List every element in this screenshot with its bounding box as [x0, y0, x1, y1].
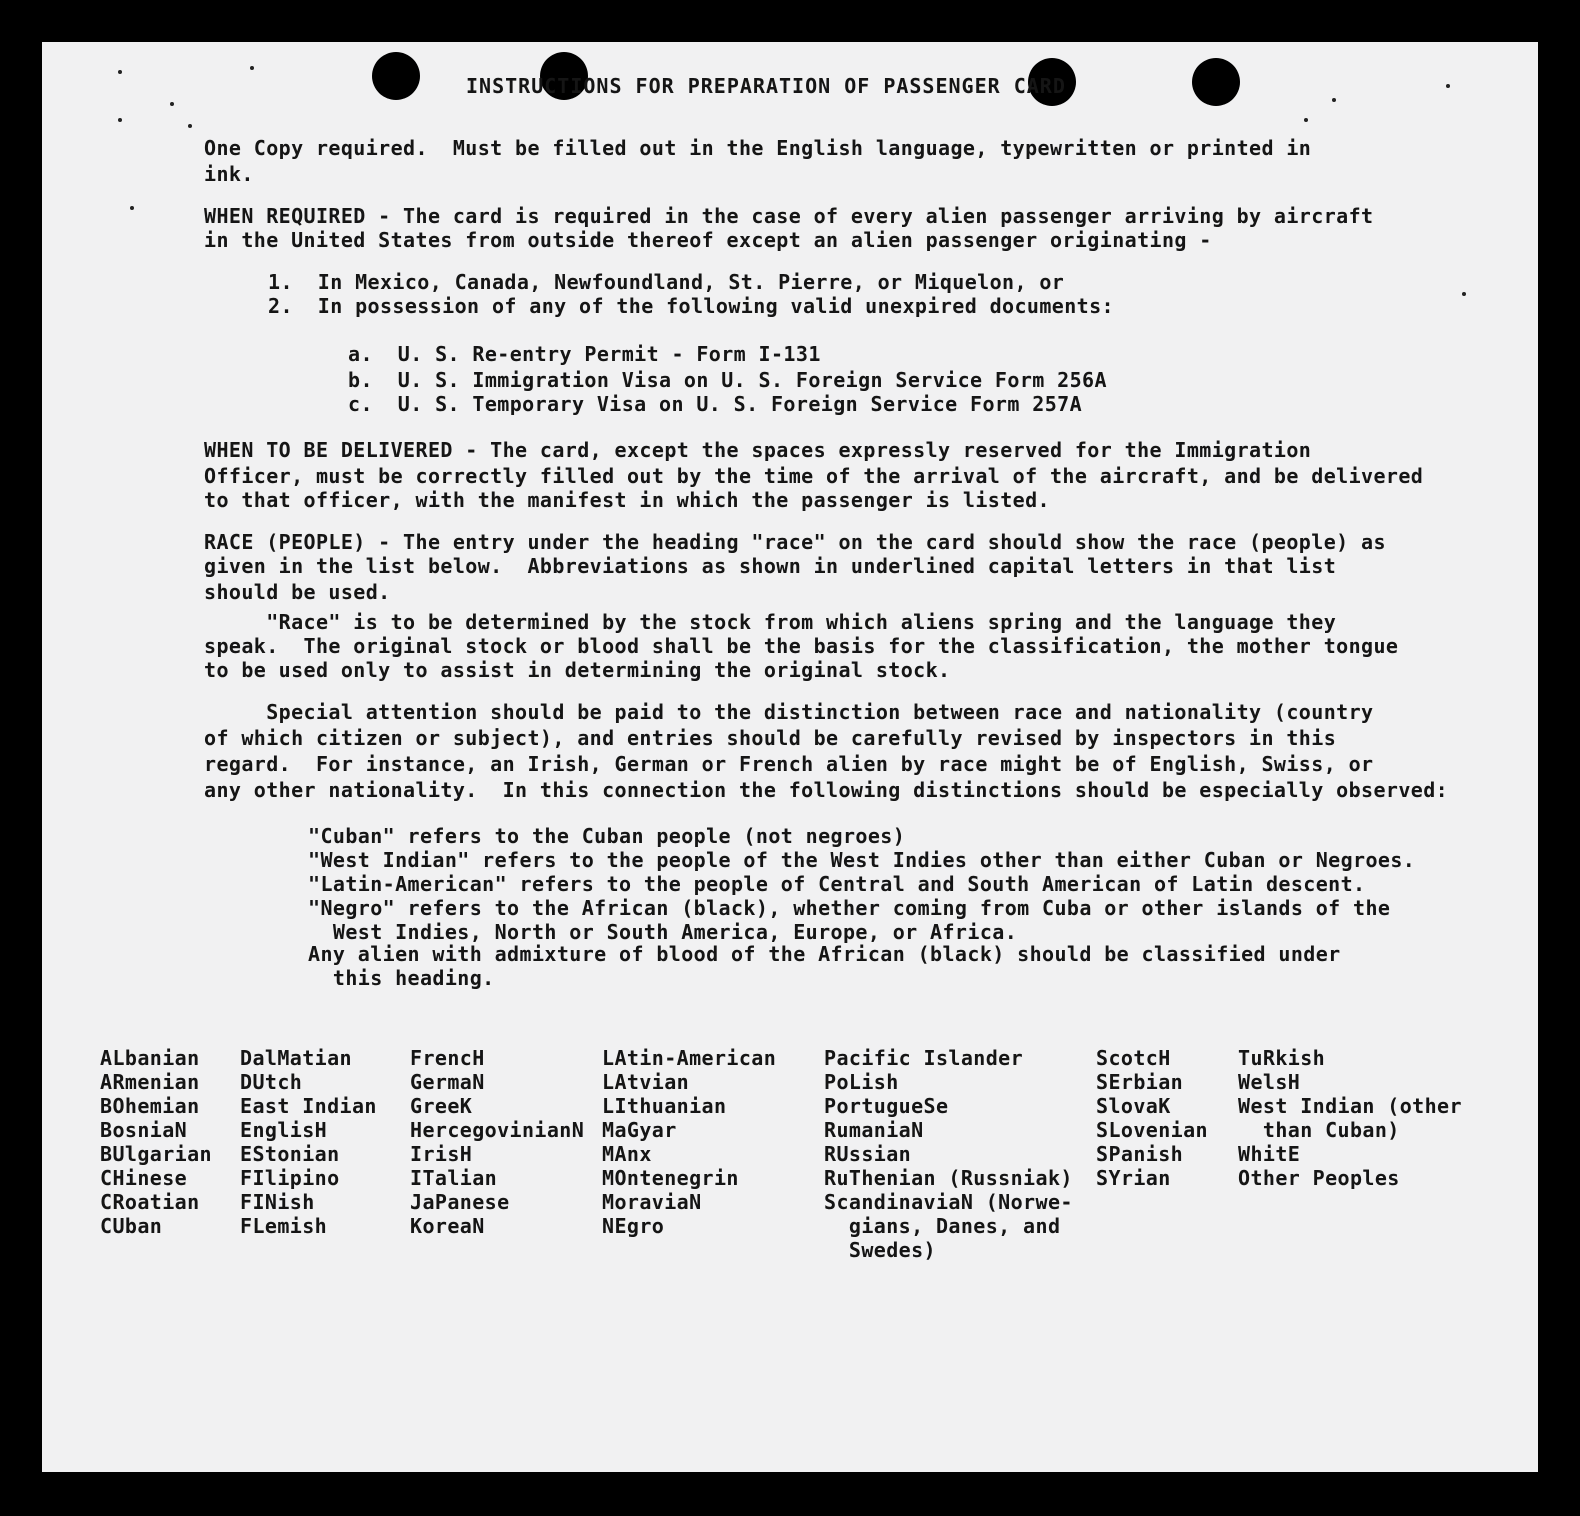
race-list-item: ScotcH — [1096, 1046, 1171, 1070]
special-line: of which citizen or subject), and entries should be carefully revised by inspectors in this — [204, 726, 1337, 750]
copy-line: ink. — [204, 162, 254, 186]
race-list-column — [410, 1046, 584, 1238]
race-list-item: ITalian — [410, 1166, 498, 1190]
race-list-column — [100, 1046, 212, 1238]
race-list-item: than Cuban) — [1238, 1118, 1400, 1142]
sub-list-item: a. U. S. Re-entry Permit - Form I-131 — [348, 342, 821, 366]
race-list-item: KoreaN — [410, 1214, 485, 1238]
race-list-item: MaGyar — [602, 1118, 677, 1142]
race-list-item: ARmenian — [100, 1070, 200, 1094]
race-list-item: BosniaN — [100, 1118, 188, 1142]
race-list-item: CRoatian — [100, 1190, 200, 1214]
race-list-item: ALbanian — [100, 1046, 200, 1070]
copy-line: One Copy required. Must be filled out in the English language, typewritten or printed in — [204, 136, 1312, 160]
page-title: INSTRUCTIONS FOR PREPARATION OF PASSENGER CARD — [466, 74, 1066, 98]
definition-line: "Negro" refers to the African (black), whether coming from Cuba or other islands of the — [308, 896, 1391, 920]
race-list-item: FrencH — [410, 1046, 485, 1070]
race-list-item: Swedes) — [824, 1238, 936, 1262]
race-list-item: LAtvian — [602, 1070, 690, 1094]
stock-line: to be used only to assist in determining the original stock. — [204, 658, 951, 682]
delivered-line: to that officer, with the manifest in which the passenger is listed. — [204, 488, 1050, 512]
list-item: 1. In Mexico, Canada, Newfoundland, St. Pierre, or Miquelon, or — [268, 270, 1065, 294]
speck — [1462, 292, 1466, 296]
race-list-item: WelsH — [1238, 1070, 1301, 1094]
race-list-item: DalMatian — [240, 1046, 352, 1070]
race-line: given in the list below. Abbreviations as shown in underlined capital letters in that list — [204, 554, 1337, 578]
race-list-item: SYrian — [1096, 1166, 1171, 1190]
speck — [188, 124, 192, 128]
definition-line: "West Indian" refers to the people of the West Indies other than either Cuban or Negroes. — [308, 848, 1416, 872]
race-line: RACE (PEOPLE) - The entry under the heading "race" on the card should show the race (people) as — [204, 530, 1386, 554]
speck — [250, 66, 254, 70]
race-list-item: HercegovinianN — [410, 1118, 585, 1142]
speck — [118, 70, 122, 74]
race-list-item: EnglisH — [240, 1118, 328, 1142]
definition-line: "Cuban" refers to the Cuban people (not negroes) — [308, 824, 906, 848]
speck — [1332, 98, 1336, 102]
race-list-item: LAtin-American — [602, 1046, 777, 1070]
race-list-item: GreeK — [410, 1094, 473, 1118]
race-list-item: RumaniaN — [824, 1118, 924, 1142]
speck — [118, 118, 122, 122]
race-list-item: MAnx — [602, 1142, 652, 1166]
sub-list-item: c. U. S. Temporary Visa on U. S. Foreign Service Form 257A — [348, 392, 1083, 416]
delivered-line: WHEN TO BE DELIVERED - The card, except the spaces expressly reserved for the Immigration — [204, 438, 1312, 462]
race-list-item: BUlgarian — [100, 1142, 212, 1166]
race-list-item: WhitE — [1238, 1142, 1301, 1166]
race-list-item: RUssian — [824, 1142, 912, 1166]
speck — [1446, 84, 1450, 88]
race-list-item: TuRkish — [1238, 1046, 1326, 1070]
special-line: Special attention should be paid to the distinction between race and nationality (country — [204, 700, 1374, 724]
race-list-item: BOhemian — [100, 1094, 200, 1118]
race-list-item: LIthuanian — [602, 1094, 727, 1118]
race-line: should be used. — [204, 580, 391, 604]
punch-hole — [1192, 58, 1240, 106]
race-list-item: gians, Danes, and — [824, 1214, 1061, 1238]
race-list-item: PortugueSe — [824, 1094, 949, 1118]
race-list-item: FLemish — [240, 1214, 328, 1238]
stock-line: speak. The original stock or blood shall be the basis for the classification, the mother tongue — [204, 634, 1399, 658]
race-list-item: CHinese — [100, 1166, 188, 1190]
race-list-item: IrisH — [410, 1142, 473, 1166]
race-list-item: SlovaK — [1096, 1094, 1171, 1118]
special-line: any other nationality. In this connection the following distinctions should be especially observed: — [204, 778, 1449, 802]
race-list-column — [824, 1046, 1073, 1262]
race-list-item: FIlipino — [240, 1166, 340, 1190]
race-list-item: SPanish — [1096, 1142, 1184, 1166]
when-required-line: WHEN REQUIRED - The card is required in the case of every alien passenger arriving by aircraft — [204, 204, 1374, 228]
race-list-item: SLovenian — [1096, 1118, 1208, 1142]
race-list-item: East Indian — [240, 1094, 377, 1118]
definition-line: Any alien with admixture of blood of the African (black) should be classified under — [308, 942, 1341, 966]
punch-hole — [372, 52, 420, 100]
race-list-item: FINish — [240, 1190, 315, 1214]
special-line: regard. For instance, an Irish, German or French alien by race might be of English, Swiss, or — [204, 752, 1374, 776]
when-required-line: in the United States from outside thereof except an alien passenger originating - — [204, 228, 1212, 252]
speck — [1304, 118, 1308, 122]
sub-list-item: b. U. S. Immigration Visa on U. S. Foreign Service Form 256A — [348, 368, 1107, 392]
race-list-item: Other Peoples — [1238, 1166, 1400, 1190]
race-list-item: MOntenegrin — [602, 1166, 739, 1190]
list-item: 2. In possession of any of the following valid unexpired documents: — [268, 294, 1114, 318]
speck — [170, 102, 174, 106]
delivered-line: Officer, must be correctly filled out by the time of the arrival of the aircraft, and be delivered — [204, 464, 1424, 488]
definition-line: West Indies, North or South America, Europe, or Africa. — [308, 920, 1018, 944]
definition-line: this heading. — [308, 966, 495, 990]
race-list-item: MoraviaN — [602, 1190, 702, 1214]
race-list-column — [1096, 1046, 1208, 1190]
definition-line: "Latin-American" refers to the people of Central and South American of Latin descent. — [308, 872, 1366, 896]
race-list-column — [240, 1046, 377, 1238]
race-list-item: DUtch — [240, 1070, 303, 1094]
race-list-column — [1238, 1046, 1462, 1190]
race-list-item: West Indian (other — [1238, 1094, 1462, 1118]
document-page — [42, 42, 1538, 1472]
race-list-item: EStonian — [240, 1142, 340, 1166]
race-list-column — [602, 1046, 776, 1238]
race-list-item: JaPanese — [410, 1190, 510, 1214]
race-list-item: NEgro — [602, 1214, 665, 1238]
race-list-item: RuThenian (Russniak) — [824, 1166, 1073, 1190]
race-list-item: ScandinaviaN (Norwe- — [824, 1190, 1073, 1214]
speck — [130, 206, 134, 210]
race-list-item: SErbian — [1096, 1070, 1184, 1094]
race-list-item: Pacific Islander — [824, 1046, 1024, 1070]
race-list-item: GermaN — [410, 1070, 485, 1094]
stock-line: "Race" is to be determined by the stock from which aliens spring and the language they — [204, 610, 1337, 634]
race-list-item: CUban — [100, 1214, 163, 1238]
race-list-item: PoLish — [824, 1070, 899, 1094]
